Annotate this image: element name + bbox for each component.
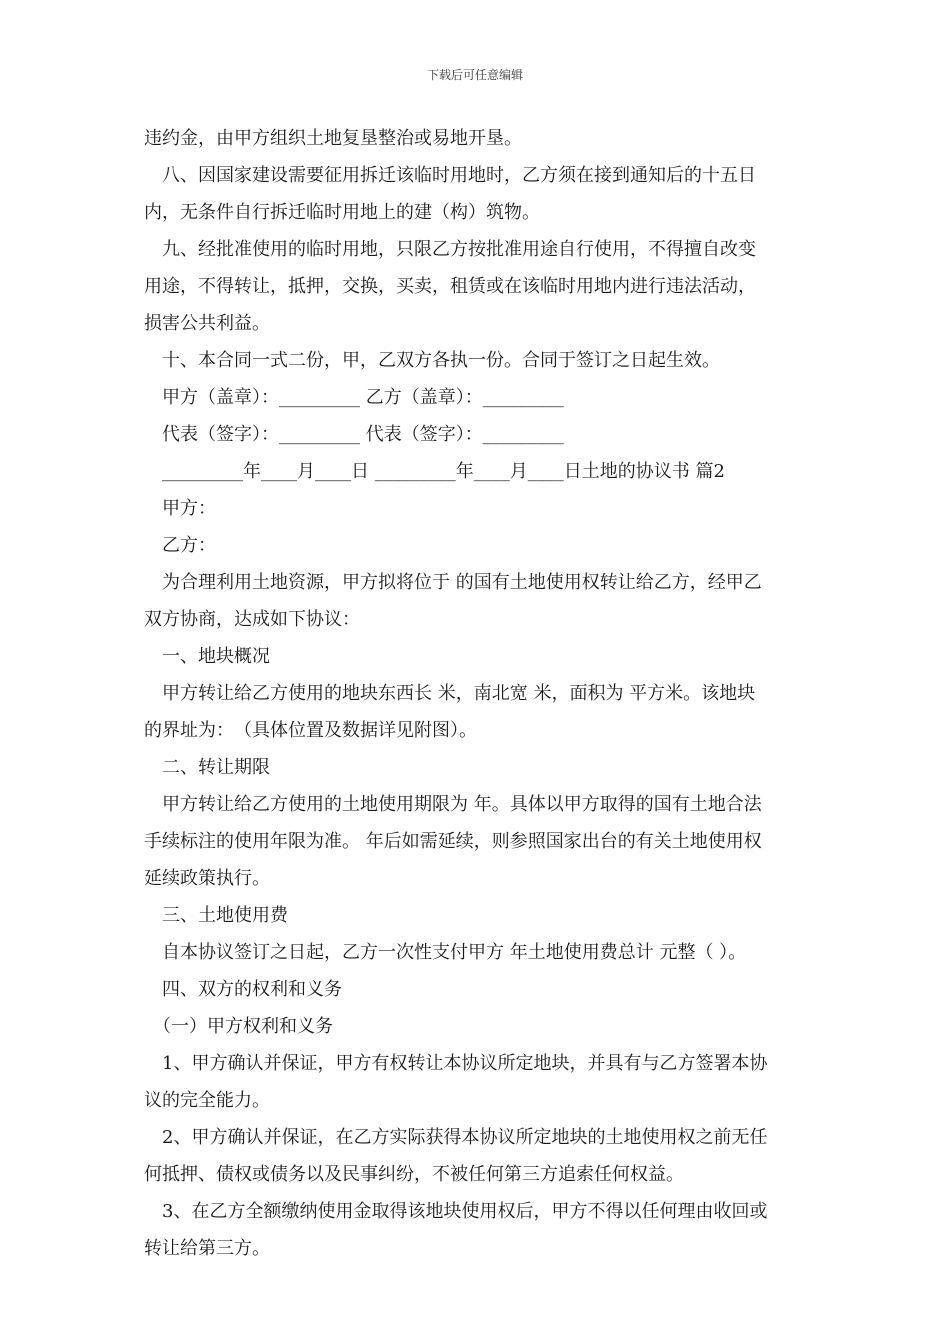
text-line: 双方协商，达成如下协议： — [144, 609, 360, 630]
text-line: 手续标注的使用年限为准。 年后如需延续，则参照国家出台的有关土地使用权 — [144, 831, 762, 852]
text-line: 内，无条件自行拆迁临时用地上的建（构）筑物。 — [144, 202, 540, 223]
text-line: 四、双方的权利和义务 — [144, 979, 342, 1000]
text-line: 自本协议签订之日起，乙方一次性支付甲方 年土地使用费总计 元整（ ）。 — [144, 942, 747, 963]
text-line: （一）甲方权利和义务 — [144, 1016, 333, 1037]
text-line: _________年____月____日 _________年____月____日土地的协议书 篇2 — [144, 461, 725, 482]
text-line: 议的完全能力。 — [144, 1090, 270, 1111]
page-header: 下载后可任意编辑 — [426, 68, 523, 82]
text-line: 违约金，由甲方组织土地复垦整治或易地开垦。 — [144, 128, 522, 149]
text-line: 甲方（盖章）：_________ 乙方（盖章）：_________ — [144, 387, 564, 408]
text-line: 甲方转让给乙方使用的地块东西长 米，南北宽 米，面积为 平方米。该地块 — [144, 683, 756, 704]
text-line: 为合理利用土地资源，甲方拟将位于 的国有土地使用权转让给乙方，经甲乙 — [144, 572, 762, 593]
text-line: 甲方转让给乙方使用的土地使用期限为 年。具体以甲方取得的国有土地合法 — [144, 794, 762, 815]
text-line: 一、地块概况 — [144, 646, 270, 667]
text-line: 转让给第三方。 — [144, 1238, 270, 1259]
text-line: 八、因国家建设需要征用拆迁该临时用地时，乙方须在接到通知后的十五日 — [144, 165, 756, 186]
text-line: 用途，不得转让，抵押，交换，买卖，租赁或在该临时用地内进行违法活动， — [144, 276, 756, 297]
text-line: 3、在乙方全额缴纳使用金取得该地块使用权后，甲方不得以任何理由收回或 — [144, 1201, 768, 1222]
text-line: 损害公共利益。 — [144, 313, 270, 334]
text-line: 二、转让期限 — [144, 757, 270, 778]
text-line: 代表（签字）：_________ 代表（签字）：_________ — [144, 424, 564, 445]
text-line: 三、土地使用费 — [144, 905, 288, 926]
text-line: 的界址为： （具体位置及数据详见附图）。 — [144, 720, 477, 741]
document-body — [144, 120, 810, 1267]
text-line: 甲方： — [144, 498, 216, 519]
text-line: 十、本合同一式二份，甲，乙双方各执一份。合同于签订之日起生效。 — [144, 350, 720, 371]
text-line: 乙方： — [144, 535, 216, 556]
text-line: 延续政策执行。 — [144, 868, 270, 889]
text-line: 九、经批准使用的临时用地，只限乙方按批准用途自行使用，不得擅自改变 — [144, 239, 756, 260]
text-line: 2、甲方确认并保证，在乙方实际获得本协议所定地块的土地使用权之前无任 — [144, 1127, 768, 1148]
text-line: 1、甲方确认并保证，甲方有权转让本协议所定地块，并具有与乙方签署本协 — [144, 1053, 768, 1074]
text-line: 何抵押、债权或债务以及民事纠纷，不被任何第三方追索任何权益。 — [144, 1164, 684, 1185]
